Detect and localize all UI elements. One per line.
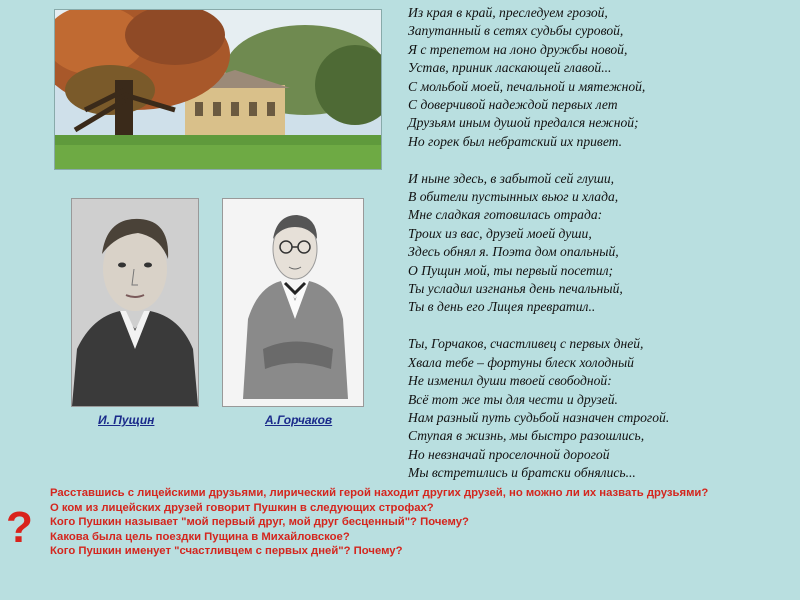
- poem-line: Ты в день его Лицея превратил..: [408, 299, 596, 315]
- poem-line: Ты, Горчаков, счастливец с первых дней,: [408, 336, 644, 352]
- poem-line: Но горек был небратский их привет.: [408, 133, 623, 149]
- poem-line: Здесь обнял я. Поэта дом опальный,: [408, 244, 619, 260]
- poem-line: С мольбой моей, печальной и мятежной,: [408, 78, 646, 94]
- question-item: Кого Пушкин называет "мой первый друг, мой друг бесценный"? Почему?: [50, 516, 469, 529]
- portrait-pushchin: [71, 198, 199, 407]
- caption-pushchin: И. Пущин: [98, 413, 155, 427]
- poem-line: Из края в край, преследуем грозой,: [408, 5, 608, 20]
- stanza-3: [408, 335, 788, 482]
- question-item: Расставшись с лицейскими друзьями, лирический герой находит других друзей, но можно ли их назвать друзьями?: [50, 487, 709, 499]
- poem-line: Устав, приник ласкающей главой...: [408, 60, 612, 76]
- poem-line: Ты усладил изгнанья день печальный,: [408, 281, 623, 297]
- poem-line: Троих из вас, друзей моей души,: [408, 225, 592, 241]
- caption-gorchakov: А.Горчаков: [265, 413, 333, 427]
- stanza-2: [408, 170, 788, 317]
- stanza-1: [408, 4, 788, 151]
- poem-line: И ныне здесь, в забытой сей глуши,: [408, 170, 615, 186]
- questions-block: [50, 486, 790, 559]
- poem-line: О Пущин мой, ты первый посетил;: [408, 262, 614, 278]
- poem-line: Хвала тебе – фортуны блеск холодный: [408, 354, 634, 370]
- poem: [408, 4, 788, 501]
- poem-line: Мне сладкая готовилась отрада:: [408, 207, 603, 223]
- poem-line: Не изменил души твоей свободной:: [408, 373, 612, 389]
- portrait-gorchakov: [222, 198, 364, 407]
- question-mark-icon: ?: [6, 503, 33, 552]
- poem-line: Ступая в жизнь, мы быстро разошлись,: [408, 428, 645, 444]
- landscape-photo: [54, 9, 382, 170]
- poem-line: Мы встретились и братски обнялись...: [408, 465, 636, 481]
- question-item: Кого Пушкин именует "счастливцем с первых дней"? Почему?: [50, 545, 403, 558]
- poem-line: Я с трепетом на лоно дружбы новой,: [408, 41, 628, 57]
- poem-line: Запутанный в сетях судьбы суровой,: [408, 23, 624, 39]
- question-item: Какова была цель поездки Пущина в Михайловское?: [50, 530, 350, 543]
- poem-line: В обители пустынных вьюг и хлада,: [408, 189, 619, 205]
- poem-line: Всё тот же ты для чести и друзей.: [408, 391, 618, 407]
- poem-line: С доверчивой надеждой первых лет: [408, 97, 618, 113]
- poem-line: Друзьям иным душой предался нежной;: [408, 115, 639, 131]
- landscape-photo-icon: [55, 10, 381, 169]
- poem-line: Нам разный путь судьбой назначен строгой.: [408, 409, 670, 425]
- question-item: О ком из лицейских друзей говорит Пушкин в следующих строфах?: [50, 501, 434, 514]
- portrait-engraving-icon: [223, 199, 363, 406]
- poem-line: Но невзначай проселочной дорогой: [408, 446, 610, 462]
- portrait-engraving-icon: [72, 199, 198, 406]
